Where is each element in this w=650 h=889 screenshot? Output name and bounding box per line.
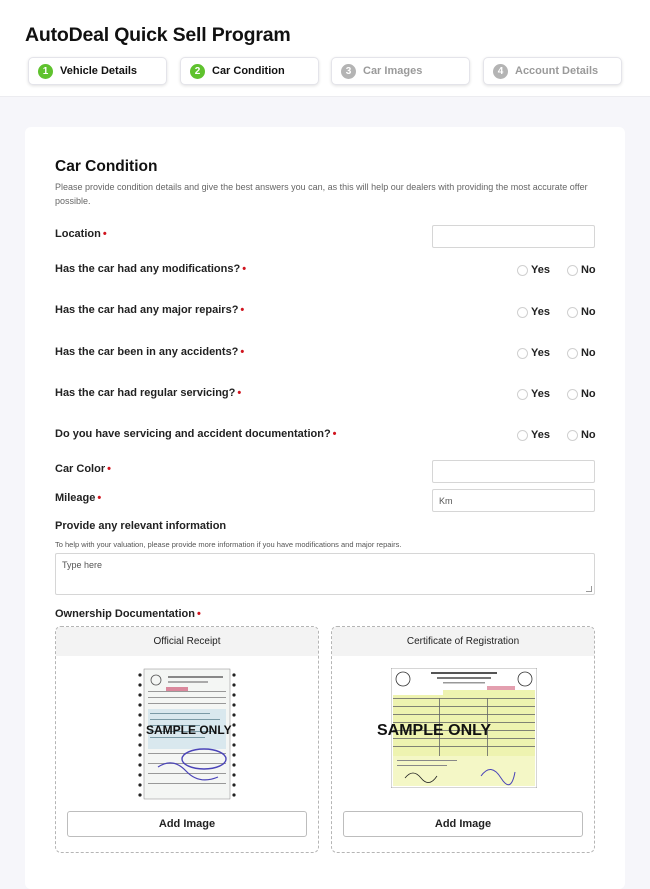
add-image-button[interactable]: Add Image — [343, 811, 583, 837]
regular-servicing-radio-group — [517, 388, 596, 400]
step-vehicle-details[interactable] — [28, 57, 167, 85]
yes-label[interactable]: Yes — [531, 306, 550, 318]
relevant-info-textarea[interactable] — [55, 553, 595, 595]
step-account-details[interactable] — [483, 57, 622, 85]
header — [0, 0, 650, 97]
no-label[interactable]: No — [580, 429, 596, 441]
no-label[interactable]: No — [580, 388, 596, 400]
step-car-images[interactable] — [331, 57, 470, 85]
doc-title: Official Receipt — [56, 627, 318, 656]
required-mark: • — [240, 304, 245, 316]
yes-radio[interactable] — [517, 348, 528, 359]
required-mark: • — [196, 608, 201, 620]
add-image-button[interactable]: Add Image — [67, 811, 307, 837]
yes-label[interactable]: Yes — [531, 264, 550, 276]
no-radio[interactable] — [567, 389, 578, 400]
question-major-repairs: Has the car had any major repairs? • — [55, 304, 245, 316]
official-receipt-upload — [55, 626, 319, 853]
required-mark: • — [240, 346, 245, 358]
question-accidents: Has the car been in any accidents? • — [55, 346, 245, 358]
modifications-radio-group — [517, 264, 596, 276]
car-color-label: Car Color • — [55, 463, 111, 475]
yes-radio[interactable] — [517, 265, 528, 276]
no-radio[interactable] — [567, 307, 578, 318]
yes-radio[interactable] — [517, 430, 528, 441]
textarea-placeholder: Type here — [62, 560, 103, 570]
yes-radio[interactable] — [517, 389, 528, 400]
no-radio[interactable] — [567, 430, 578, 441]
step-number: 4 — [493, 64, 508, 79]
yes-label[interactable]: Yes — [531, 388, 550, 400]
section-title: Car Condition — [55, 158, 158, 175]
mileage-label: Mileage • — [55, 492, 102, 504]
step-number: 1 — [38, 64, 53, 79]
doc-title: Certificate of Registration — [332, 627, 594, 656]
sample-watermark: SAMPLE ONLY — [146, 723, 232, 737]
mileage-input[interactable]: Km — [432, 489, 595, 512]
app-title: AutoDeal Quick Sell Program — [25, 24, 291, 46]
step-label: Account Details — [515, 65, 599, 77]
relevant-info-hint: To help with your valuation, please provide more information if you have modifications and major repairs. — [55, 540, 402, 549]
major-repairs-radio-group — [517, 306, 596, 318]
required-mark: • — [237, 387, 242, 399]
question-regular-servicing: Has the car had regular servicing? • — [55, 387, 242, 399]
yes-label[interactable]: Yes — [531, 429, 550, 441]
yes-radio[interactable] — [517, 307, 528, 318]
location-label: Location • — [55, 228, 107, 240]
required-mark: • — [102, 228, 107, 240]
location-input[interactable] — [432, 225, 595, 248]
no-label[interactable]: No — [580, 347, 596, 359]
step-label: Vehicle Details — [60, 65, 138, 77]
no-label[interactable]: No — [580, 306, 596, 318]
required-mark: • — [107, 463, 111, 475]
question-documentation: Do you have servicing and accident documentation? • — [55, 428, 337, 440]
ownership-label: Ownership Documentation • — [55, 608, 201, 620]
required-mark: • — [97, 492, 102, 504]
step-label: Car Condition — [212, 65, 285, 77]
resize-handle-icon[interactable] — [586, 586, 592, 592]
yes-label[interactable]: Yes — [531, 347, 550, 359]
no-radio[interactable] — [567, 348, 578, 359]
sample-watermark: SAMPLE ONLY — [377, 722, 492, 739]
no-label[interactable]: No — [580, 264, 596, 276]
step-label: Car Images — [363, 65, 423, 77]
car-color-input[interactable] — [432, 460, 595, 483]
required-mark: • — [242, 263, 247, 275]
no-radio[interactable] — [567, 265, 578, 276]
relevant-info-label: Provide any relevant information — [55, 520, 227, 532]
section-description: Please provide condition details and give the best answers you can, as this will help our dealers with providing the most accurate offer possible. — [55, 182, 588, 206]
question-modifications: Has the car had any modifications? • — [55, 263, 247, 275]
step-car-condition[interactable] — [180, 57, 319, 85]
required-mark: • — [332, 428, 337, 440]
certificate-of-registration-upload — [331, 626, 595, 853]
step-number: 2 — [190, 64, 205, 79]
accidents-radio-group — [517, 347, 596, 359]
step-number: 3 — [341, 64, 356, 79]
documentation-radio-group — [517, 429, 596, 441]
